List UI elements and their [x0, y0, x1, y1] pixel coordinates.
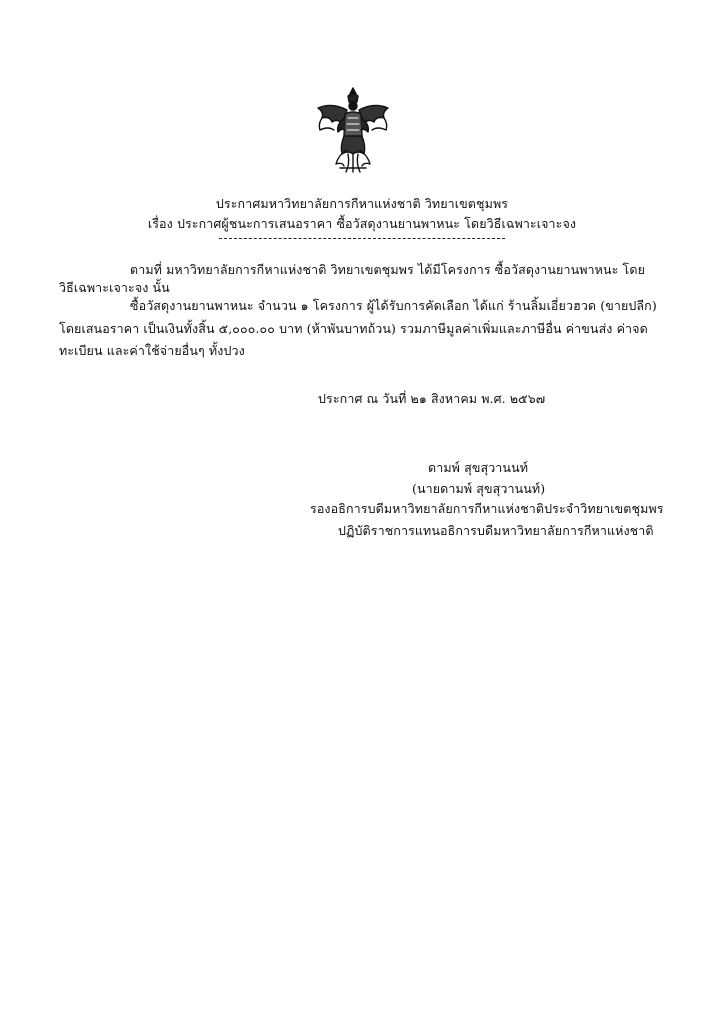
signatory-position: รองอธิการบดีมหาวิทยาลัยการกีหาแห่งชาติประจำวิทยาเขตชุมพร	[310, 501, 664, 516]
signatory-printed-name: (นายดามพ์ สุขสุวานนท์)	[412, 481, 546, 496]
paragraph-2-line-2: โดยเสนอราคา เป็นเงินทั้งสิ้น ๕,๐๐๐.๐๐ บาท (ห้าพันบาทถ้วน) รวมภาษีมูลค่าเพิ่มและภาษีอื่น ค่าขนส่ง ค่าจด	[59, 321, 648, 336]
announcement-subject: เรื่อง ประกาศผู้ชนะการเสนอราคา ซื้อวัสดุงานยานพาหนะ โดยวิธีเฉพาะเจาะจง	[147, 216, 577, 231]
separator-dashes	[219, 238, 505, 239]
announcement-date: ประกาศ ณ วันที่ ๒๑ สิงหาคม พ.ศ. ๒๕๖๗	[318, 391, 546, 406]
signatory-acting-position: ปฏิบัติราชการแทนอธิการบดีมหาวิทยาลัยการกีหาแห่งชาติ	[338, 523, 654, 538]
paragraph-1-line-2: วิธีเฉพาะเจาะจง นั้น	[59, 280, 170, 295]
garuda-emblem-icon	[312, 84, 394, 174]
paragraph-1-line-1: ตามที่ มหาวิทยาลัยการกีหาแห่งชาติ วิทยาเขตชุมพร ได้มีโครงการ ซื้อวัสดุงานยานพาหนะ โดย	[130, 262, 645, 277]
signature-name: ดามพ์ สุขสุวานนท์	[428, 460, 529, 475]
announcement-title: ประกาศมหาวิทยาลัยการกีหาแห่งชาติ วิทยาเขตชุมพร	[215, 196, 509, 211]
paragraph-2-line-3: ทะเบียน และค่าใช้จ่ายอื่นๆ ทั้งปวง	[59, 343, 245, 358]
paragraph-2-line-1: ซื้อวัสดุงานยานพาหนะ จำนวน ๑ โครงการ ผู้ได้รับการคัดเลือก ได้แก่ ร้านลิ้มเอี่ยวฮวด (ขายปลีก)	[130, 298, 657, 313]
